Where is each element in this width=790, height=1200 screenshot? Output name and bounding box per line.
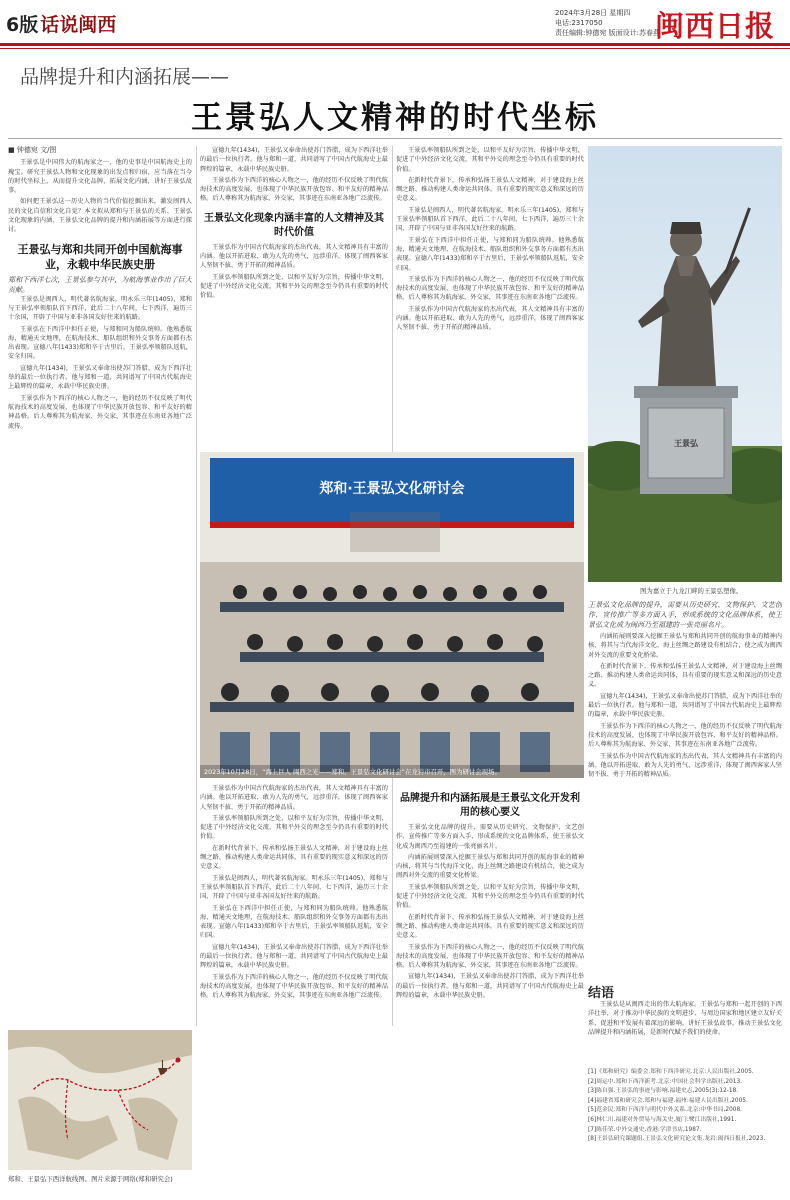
voyage-route-map-caption: 郑和、王景弘下西洋航线图。图片来源于网络(郑和研究会) <box>8 1175 173 1183</box>
body-paragraph: 王景弘率领船队所到之处，以和平友好为宗旨，传播中华文明，促进了中外经济文化交流，其和平外交的理念至今仍具有重要的时代价值。 <box>396 147 584 173</box>
reference-item: [7]陈佳荣.中外交通史.香港:学津书店,1987. <box>588 1126 702 1133</box>
issue-date: 2024年3月28日 <box>555 9 608 17</box>
body-paragraph: 王景弘作为下西洋的核心人物之一，他的经历不仅反映了明代航海技术的高度发展，也体现了中华民族开放包容、和平友好的精神品格。后人尊称其为航海家、外交家，其事迹在东南亚各地广泛流传。 <box>200 973 388 1000</box>
reference-item: [8]王景弘研究课题组.王景弘文化研究论文集.龙岩:闽西日报社,2023. <box>588 1136 766 1143</box>
body-paragraph: 王景弘作为中国古代航海家的杰出代表，其人文精神具有丰富的内涵。他以开拓进取、敢为人先的勇气，远涉重洋，体现了闽西客家人坚韧不拔、勇于开拓的精神品质。 <box>200 785 388 811</box>
section-heading: 品牌提升和内涵拓展是王景弘文化开发利用的核心要义 <box>400 793 580 818</box>
body-paragraph: 王景弘文化品牌的提升，需要从历史研究、文物保护、文艺创作、宣传推广等多方面入手，形成系统的文化品牌体系，使王景弘文化成为闽西乃至福建的一张亮丽名片。 <box>396 824 584 850</box>
body-paragraph: 宣德九年(1434)，王景弘又奉命出使苏门答腊，成为下西洋壮举的最后一位执行者。他与郑和一道，共同谱写了中国古代航海史上最辉煌的篇章，永载中华民族史册。 <box>200 943 388 970</box>
reference-item: [1]《郑和研究》编委会.郑和下西洋研究.北京:人民出版社,2005. <box>588 1069 754 1075</box>
body-paragraph: 宣德九年(1434)，王景弘又奉命出使苏门答腊，成为下西洋壮举的最后一位执行者。他与郑和一道，共同谱写了中国古代航海史上最辉煌的篇章，永载中华民族史册。 <box>8 364 192 391</box>
edition-banner <box>6 10 116 37</box>
voyage-route-map-image <box>8 1030 192 1170</box>
body-paragraph: 在新时代背景下，传承和弘扬王景弘人文精神，对于建设海上丝绸之路、推动构建人类命运共同体，具有重要的现实意义和深远的历史意义。 <box>588 662 782 689</box>
conference-banner: 郑和·王景弘文化研讨会 <box>319 481 465 497</box>
body-paragraph: 王景弘作为下西洋的核心人物之一，他的经历不仅反映了明代航海技术的高度发展，也体现了中华民族开放包容、和平友好的精神品格。后人尊称其为航海家、外交家，其事迹在东南亚各地广泛流传。 <box>200 176 388 203</box>
page-header <box>0 0 790 42</box>
reference-item: [2]周运中.郑和下西洋新考.北京:中国社会科学出版社,2013. <box>588 1078 743 1085</box>
reference-item: [4]福建省郑和研究会.郑和与福建.福州:福建人民出版社,2005. <box>588 1097 748 1104</box>
body-paragraph: 王景弘作为中国古代航海家的杰出代表，其人文精神具有丰富的内涵。他以开拓进取、敢为人先的勇气，远涉重洋，体现了闽西客家人坚韧不拔、勇于开拓的精神品质。 <box>200 243 388 270</box>
body-paragraph: 宣德九年(1434)，王景弘又奉命出使苏门答腊，成为下西洋壮举的最后一位执行者。他与郑和一道，共同谱写了中国古代航海史上最辉煌的篇章，永载中华民族史册。 <box>200 147 388 173</box>
article-title: 王景弘人文精神的时代坐标 <box>191 100 599 136</box>
body-paragraph: 王景弘作为下西洋的核心人物之一，他的经历不仅反映了明代航海技术的高度发展，也体现了中华民族开放包容、和平友好的精神品格。后人尊称其为航海家、外交家，其事迹在东南亚各地广泛流传。 <box>396 943 584 970</box>
column-divider <box>196 146 197 1026</box>
conclusion-text <box>588 1000 782 1064</box>
body-paragraph: 内涵拓展则要深入挖掘王景弘与郑和共同开创的航海事业的精神内核，将其与当代海洋文化、海上丝绸之路建设有机结合，使之成为闽西对外交流的重要文化桥梁。 <box>396 853 584 880</box>
body-paragraph: 在新时代背景下，传承和弘扬王景弘人文精神，对于建设海上丝绸之路、推动构建人类命运共同体，具有重要的现实意义和深远的历史意义。 <box>396 913 584 940</box>
conclusion-heading: 结语 <box>588 986 615 1001</box>
edition-number: 6版 <box>6 14 39 36</box>
reference-item: [5]范金民.郑和下西洋与明代中外关系.北京:中华书局,2008. <box>588 1107 743 1114</box>
reference-item: [3]陈自强.王景弘的事迹与影响.福建史志,2005(3):12-18. <box>588 1088 739 1095</box>
designer: 版面设计:苏春燕 <box>608 29 660 37</box>
body-paragraph: 内涵拓展则要深入挖掘王景弘与郑和共同开创的航海事业的精神内核，将其与当代海洋文化、海上丝绸之路建设有机结合，使之成为闽西对外交流的重要文化桥梁。 <box>588 633 782 659</box>
reference-item: [6]林仁川.福建对外贸易与海关史.厦门:鹭江出版社,1991. <box>588 1116 737 1123</box>
body-paragraph: 王景弘作为中国古代航海家的杰出代表，其人文精神具有丰富的内涵。他以开拓进取、敢为人先的勇气，远涉重洋，体现了闽西客家人坚韧不拔、勇于开拓的精神品质。 <box>588 752 782 779</box>
newspaper-logo: 闽西日报 <box>655 9 776 43</box>
body-paragraph: 王景弘在下西洋中担任正使，与郑和同为船队统帅。他熟悉航海，精通天文地理，在航海技术、船队组织和外交事务方面都有杰出表现。宣德八年(1433)郑和卒于古里后，王景弘率领船队返航，安全归国。 <box>200 904 388 940</box>
article-column-4 <box>588 600 782 976</box>
header-rule-thin <box>0 48 790 49</box>
article-column-3-lower <box>396 784 584 1182</box>
statue-photo-caption: 图为嘉立于九龙江畔的王景弘塑像。 <box>640 587 743 595</box>
article-kicker: 品牌提升和内涵拓展—— <box>20 66 230 88</box>
body-paragraph: 王景弘率领船队所到之处，以和平友好为宗旨，传播中华文明，促进了中外经济文化交流，其和平外交的理念至今仍具有重要的时代价值。 <box>200 273 388 300</box>
body-paragraph: 在新时代背景下，传承和弘扬王景弘人文精神，对于建设海上丝绸之路、推动构建人类命运共同体，具有重要的现实意义和深远的历史意义。 <box>200 844 388 871</box>
article-column-2-lower <box>200 784 388 1182</box>
article-column-1 <box>8 146 192 1146</box>
body-paragraph: 王景弘作为下西洋的核心人物之一，他的经历不仅反映了明代航海技术的高度发展，也体现了中华民族开放包容、和平友好的精神品格。后人尊称其为航海家、外交家，其事迹在东南亚各地广泛流传。 <box>588 722 782 749</box>
body-paragraph: 王景弘作为中国古代航海家的杰出代表，其人文精神具有丰富的内涵。他以开拓进取、敢为人先的勇气，远涉重洋，体现了闽西客家人坚韧不拔、勇于开拓的精神品质。 <box>396 305 584 332</box>
section-lead: 郑和下西洋七次，王景弘参与其中，为航海事业作出了巨大贡献。 <box>8 275 192 294</box>
body-paragraph: 在新时代背景下，传承和弘扬王景弘人文精神，对于建设海上丝绸之路、推动构建人类命运共同体，具有重要的现实意义和深远的历史意义。 <box>396 176 584 203</box>
references-list <box>588 1068 780 1145</box>
issue-weekday: 星期四 <box>609 9 631 17</box>
body-paragraph: 王景弘率领船队所到之处，以和平友好为宗旨，传播中华文明，促进了中外经济文化交流，其和平外交的理念至今仍具有重要的时代价值。 <box>396 883 584 910</box>
body-paragraph: 王景弘是闽西人，明代著名航海家。明永乐三年(1405)，郑和与王景弘率领船队首下西洋，此后二十八年间，七下西洋，遍历三十余国，开辟了中国与亚非各国友好往来的航路。 <box>8 295 192 322</box>
header-meta <box>555 8 660 38</box>
editor: 责任编辑:钟德宛 <box>555 29 607 37</box>
body-paragraph: 王景弘是闽西人，明代著名航海家。明永乐三年(1405)，郑和与王景弘率领船队首下西洋，此后二十八年间，七下西洋，遍历三十余国，开辟了中国与亚非各国友好往来的航路。 <box>200 874 388 901</box>
statue-plaque: 王景弘 <box>674 438 698 448</box>
conference-photo-image <box>200 452 584 778</box>
phone: 电话:2317050 <box>555 19 603 27</box>
body-paragraph: 王景弘作为下西洋的核心人物之一，他的经历不仅反映了明代航海技术的高度发展，也体现了中华民族开放包容、和平友好的精神品格。后人尊称其为航海家、外交家，其事迹在东南亚各地广泛流传。 <box>8 394 192 430</box>
article-column-2 <box>200 146 388 446</box>
conclusion-paragraph: 王景弘是从闽西走出的伟大航海家。王景弘与郑和一起开创的下西洋壮举，对于推动中华民族的文明进步、与周边国家和地区建立友好关系，促进和平发展有着深远的影响。讲好王景弘故事，推动王景弘文化品牌提升和内涵拓展，是新时代赋予我们的使命。 <box>588 1001 782 1036</box>
body-paragraph: 宣德九年(1434)，王景弘又奉命出使苏门答腊，成为下西洋壮举的最后一位执行者。他与郑和一道，共同谱写了中国古代航海史上最辉煌的篇章，永载中华民族史册。 <box>588 692 782 719</box>
intro-paragraph: 王景弘是中国伟大的航海家之一，他的史事是中国航海史上的瑰宝。研究王景弘人物和文化现象的出发点和归宿，应当落在当今的时代坐标上，从而提升文化品牌、拓展文化内涵，讲好王景弘故事。 <box>8 159 192 195</box>
conference-photo <box>200 452 584 778</box>
conference-photo-caption: 2023年10月28日，“海上巨人 闽西之光——郑和、王景弘文化研讨会”在龙岩市召开，图为研讨会现场。 <box>200 765 584 778</box>
section-heading: 王景弘与郑和共同开创中国航海事业，永载中华民族史册 <box>17 242 183 271</box>
section-heading: 王景弘文化现象内涵丰富的人文精神及其时代价值 <box>204 212 384 238</box>
body-paragraph: 王景弘在下西洋中担任正使，与郑和同为船队统帅。他熟悉航海，精通天文地理，在航海技术、船队组织和外交事务方面都有杰出表现。宣德八年(1433)郑和卒于古里后，王景弘率领船队返航，安全归国。 <box>396 236 584 272</box>
body-paragraph: 王景弘率领船队所到之处，以和平友好为宗旨，传播中华文明，促进了中外经济文化交流，其和平外交的理念至今仍具有重要的时代价值。 <box>200 814 388 841</box>
header-rule <box>0 43 790 46</box>
body-paragraph: 宣德九年(1434)，王景弘又奉命出使苏门答腊，成为下西洋壮举的最后一位执行者。他与郑和一道，共同谱写了中国古代航海史上最辉煌的篇章，永载中华民族史册。 <box>396 973 584 1000</box>
section-lead-italic: 王景弘文化品牌的提升，需要从历史研究、文物保护、文艺创作、宣传推广等多方面入手，形成系统的文化品牌体系，使王景弘文化成为闽西乃至福建的一张亮丽名片。 <box>588 601 782 629</box>
body-paragraph: 王景弘是闽西人，明代著名航海家。明永乐三年(1405)，郑和与王景弘率领船队首下西洋，此后二十八年间，七下西洋，遍历三十余国，开辟了中国与亚非各国友好往来的航路。 <box>396 206 584 233</box>
statue-photo <box>588 146 782 582</box>
intro-paragraph: 如何把王景弘这一历史人物的当代价值挖掘出来，激发闽西人民的文化自信和文化自觉？本文拟从郑和与王景弘的关系、王景弘文化现象的内涵、王景弘文化品牌的提升和内涵拓展等方面进行探讨。 <box>8 198 192 234</box>
voyage-route-map <box>8 1030 192 1170</box>
byline: ■ 钟德宛 文/图 <box>8 146 57 154</box>
title-separator <box>8 138 782 139</box>
statue-photo-image <box>588 146 782 582</box>
body-paragraph: 王景弘作为下西洋的核心人物之一，他的经历不仅反映了明代航海技术的高度发展，也体现了中华民族开放包容、和平友好的精神品格。后人尊称其为航海家、外交家，其事迹在东南亚各地广泛流传。 <box>396 275 584 302</box>
body-paragraph: 王景弘在下西洋中担任正使，与郑和同为船队统帅。他熟悉航海，精通天文地理，在航海技术、船队组织和外交事务方面都有杰出表现。宣德八年(1433)郑和卒于古里后，王景弘率领船队返航，安全归国。 <box>8 325 192 361</box>
section-name: 话说闽西 <box>40 14 117 36</box>
